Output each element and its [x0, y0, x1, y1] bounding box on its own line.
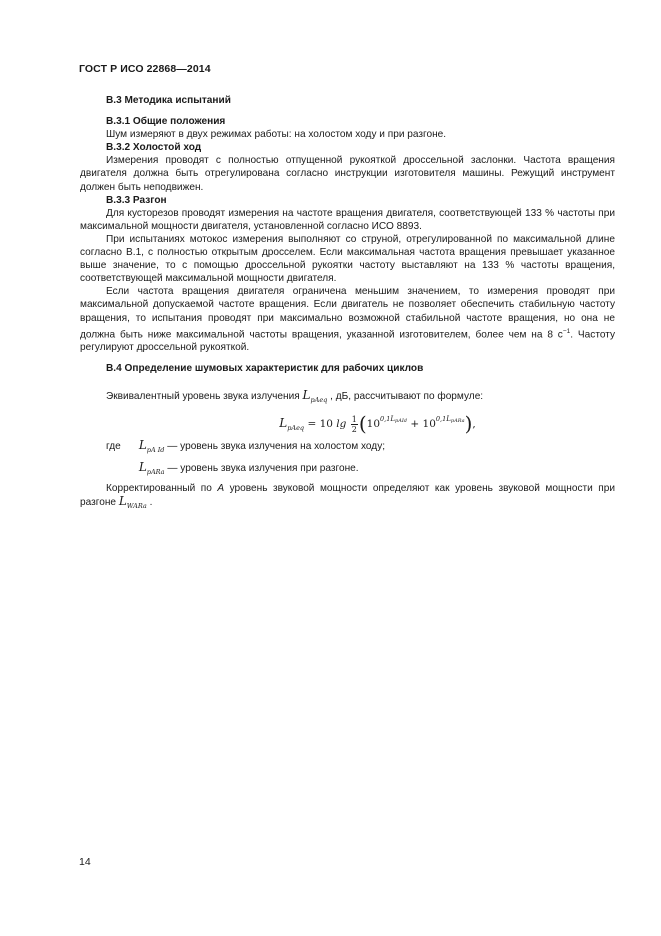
symbol-l-paeq: L — [302, 388, 311, 403]
definition-2-symbol: L — [138, 459, 147, 474]
corrected-symbol-subscript: WARa — [126, 501, 147, 510]
corrected-text-end: . — [149, 496, 153, 508]
section-b32-title: В.3.2 Холостой ход — [106, 142, 202, 154]
corrected-sound-power-paragraph — [80, 482, 615, 513]
section-b33-paragraph-3-end: . Частоту регулируют дроссельной рукояткой. — [80, 328, 616, 354]
section-b31-text: Шум измеряют в двух режимах работы: на холостом ходу и при разгоне. — [106, 129, 447, 141]
section-b33-paragraph-3-main: Если частота вращения двигателя ограничена меньшим значением, то измерения проводят при максимальной допускаемой частоте вращения. Если двигатель не позволяет обеспечить стабильную частоту вращения, то испытания проводят при максимально возможной стабильной частоте вращения, но она не должна быть ниже максимальной частоты вращения, указанной изготовителем, более чем на 8 с — [80, 286, 615, 340]
formula-lg: lg — [336, 418, 347, 431]
definition-2 — [80, 461, 615, 479]
corrected-text-a: А — [217, 482, 225, 494]
section-b4-intro — [80, 389, 615, 407]
formula-close-paren: ) — [464, 411, 473, 436]
section-b33-paragraph-1: Для кусторезов проводят измерения на частоте вращения двигателя, соответствующей 133 % частоты при максимальной мощности двигателя, установленной согласно ИСО 8893. — [80, 207, 615, 232]
definition-1-subscript: pA Id — [146, 446, 165, 455]
formula-lhs-l: L — [279, 416, 288, 431]
formula-base-1: 10 — [366, 418, 381, 431]
formula-laeq — [140, 413, 615, 435]
where-label: где — [106, 441, 121, 453]
corrected-symbol-l: L — [118, 493, 127, 508]
definition-1-text: — уровень звука излучения на холостом ходу; — [167, 441, 386, 453]
formula-base-2: 10 — [422, 418, 436, 431]
page-number: 14 — [79, 856, 91, 868]
symbol-l-paeq-subscript: pAeq — [310, 396, 328, 405]
formula-plus: + — [410, 418, 420, 431]
formula-fraction — [351, 415, 358, 434]
intro-text-after: , дБ, рассчитывают по формуле: — [330, 391, 484, 403]
section-b4-title: В.4 Определение шумовых характеристик для рабочих циклов — [106, 363, 424, 375]
corrected-text-main: Корректированный по — [106, 482, 212, 494]
document-body — [80, 94, 615, 513]
corrected-text-rest: уровень звуковой мощности определяют как уровень звуковой мощности при разгоне — [80, 482, 616, 508]
formula-trailing-comma: , — [472, 418, 476, 431]
section-b31-title: В.3.1 Общие положения — [106, 116, 226, 128]
section-b33-title: В.3.3 Разгон — [106, 194, 167, 206]
definition-2-subscript: pARa — [146, 467, 165, 476]
definition-2-text: — уровень звука излучения при разгоне. — [167, 462, 359, 474]
standard-header: ГОСТ Р ИСО 22868—2014 — [79, 63, 211, 75]
definition-1-symbol: L — [138, 438, 147, 453]
formula-lhs-subscript: pAeq — [287, 424, 305, 433]
formula-exponent-2-subscript: pARa — [450, 418, 465, 425]
definition-1 — [80, 439, 615, 457]
formula-fraction-denominator: 2 — [351, 424, 357, 434]
formula-fraction-numerator: 1 — [351, 414, 357, 424]
formula-exponent-2-prefix: 0,1 — [435, 415, 447, 424]
formula-open-paren: ( — [358, 411, 367, 436]
formula-exponent-2-l: L — [446, 415, 451, 424]
section-b3-title: В.3 Методика испытаний — [106, 95, 231, 106]
section-b33-paragraph-3 — [80, 285, 615, 354]
section-b33-paragraph-3-exponent: −1 — [562, 327, 571, 335]
section-b33-paragraph-2: При испытаниях мотокос измерения выполняют со струной, отрегулированной по максимальной длине согласно В.1, с полностью открытым дросселем. Если максимальная частота вращения превышает указанное выше значение, то с помощью дроссельной рукоятки частоту выставляют на 133 % частоты вращения, соответствующей максимальной мощности двигателя. — [80, 233, 615, 285]
formula-exponent-1 — [380, 415, 407, 423]
intro-text-before: Эквивалентный уровень звука излучения — [106, 391, 300, 403]
formula-exponent-2 — [436, 415, 465, 423]
formula-exponent-1-l: L — [390, 415, 396, 424]
formula-exponent-1-prefix: 0,1 — [380, 415, 391, 424]
formula-exponent-1-subscript: pAId — [395, 418, 408, 425]
section-b32-text: Измерения проводят с полностью отпущенной рукояткой дроссельной заслонки. Частота вращения двигателя должна быть отрегулирована согласно инструкции изготовителя машины. Режущий инструмент должен быть неподвижен. — [80, 155, 615, 193]
formula-coefficient: = 10 — [307, 418, 333, 431]
